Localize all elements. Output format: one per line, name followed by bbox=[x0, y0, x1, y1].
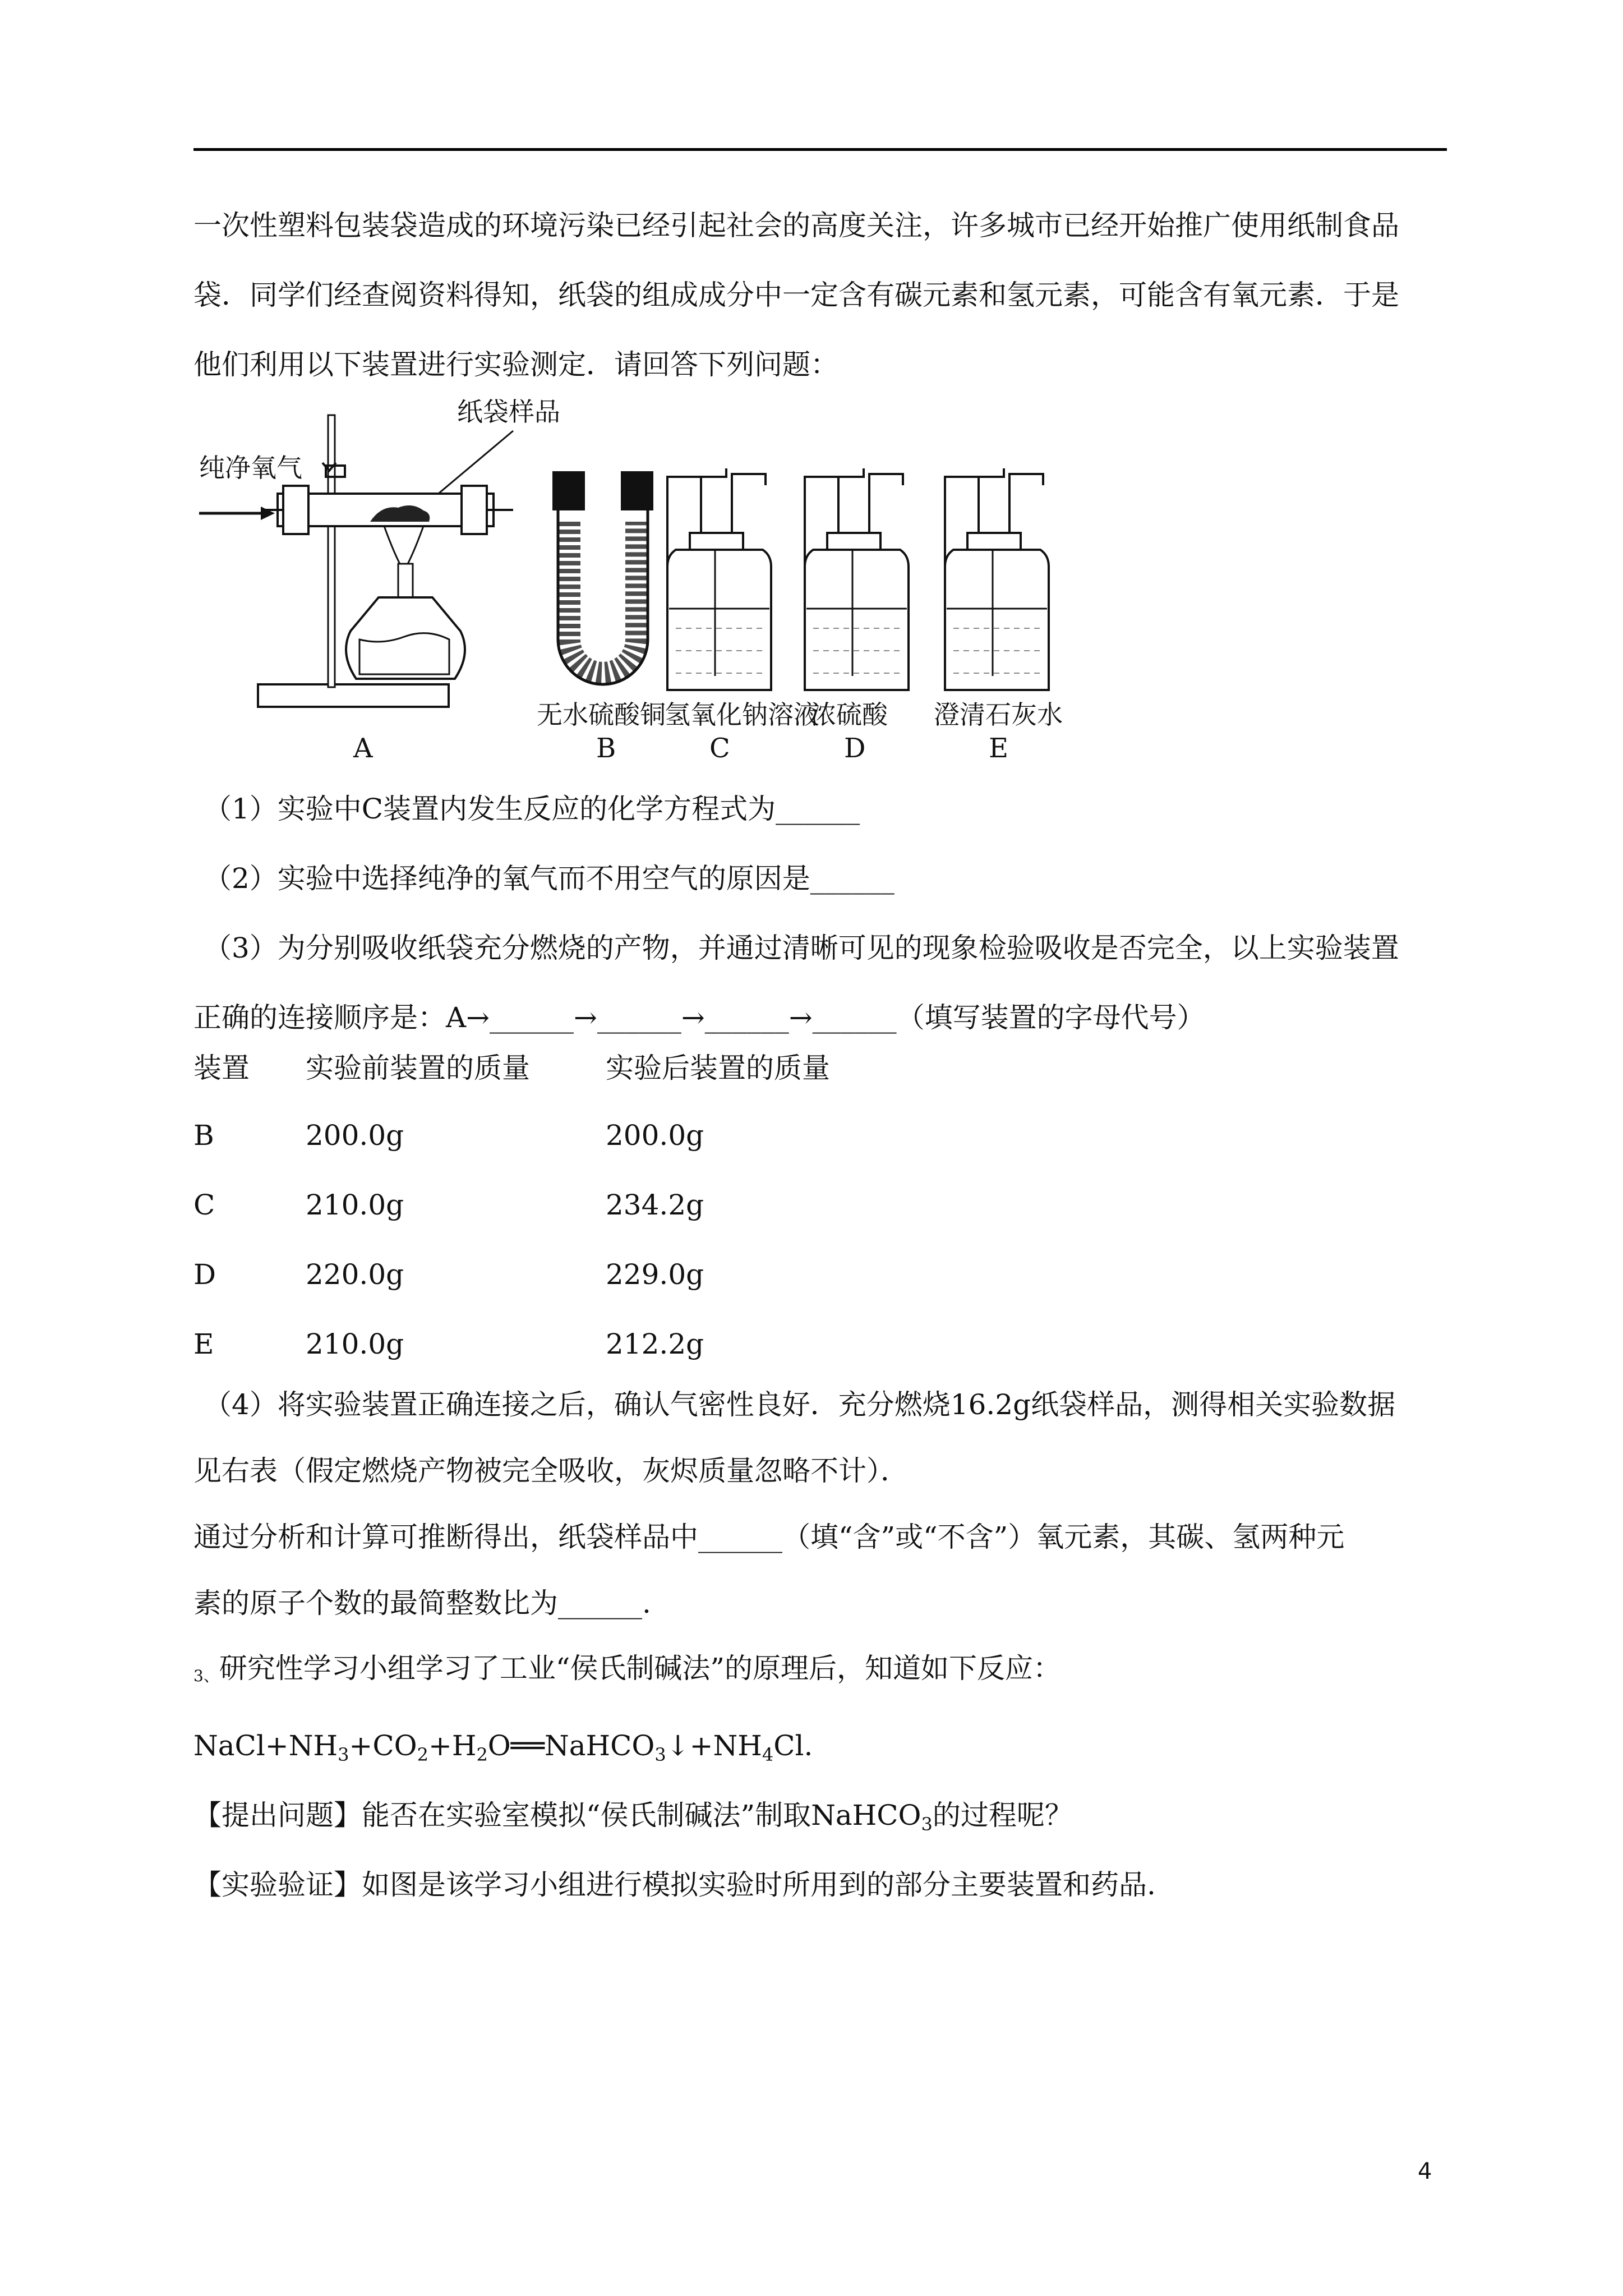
table-cell: 220.0g bbox=[306, 1258, 404, 1291]
stand-base bbox=[258, 684, 449, 707]
caption-c: 氢氧化钠溶液 bbox=[665, 700, 819, 730]
caption-b: 无水硫酸铜 bbox=[537, 700, 666, 730]
chemical-equation: $NaCl+NH_3+CO_2+H_2O══NaHCO_3↓+NH_4Cl$. bbox=[193, 1729, 813, 1765]
apparatus-e bbox=[934, 468, 1063, 763]
letter-c: C bbox=[709, 733, 730, 763]
apparatus-b bbox=[537, 471, 666, 763]
table-header-row bbox=[193, 1031, 886, 1101]
wash-bottle-e bbox=[945, 550, 1049, 690]
u-tube-stopper-left bbox=[552, 471, 585, 510]
section-3-block bbox=[193, 1634, 1447, 1920]
verify-tag: 【实验验证】 bbox=[193, 1869, 362, 1901]
label-paper-sample: 纸袋样品 bbox=[457, 397, 560, 427]
wash-bottle-d bbox=[805, 550, 909, 690]
table-cell: 210.0g bbox=[306, 1189, 404, 1221]
table-row bbox=[193, 1170, 886, 1240]
table-cell: 210.0g bbox=[306, 1328, 404, 1360]
table-cell: 212.2g bbox=[606, 1328, 704, 1360]
intro-paragraph bbox=[193, 191, 1447, 399]
letter-b: B bbox=[596, 733, 616, 763]
apparatus-figure bbox=[193, 393, 1209, 763]
section-3-intro-line bbox=[193, 1634, 1447, 1711]
table-cell: 234.2g bbox=[606, 1189, 704, 1221]
table-cell: C bbox=[193, 1189, 215, 1221]
copper-sulfate-granules bbox=[569, 522, 637, 673]
questions-block bbox=[193, 774, 1447, 1052]
question-prompt-line: 【提出问题】能否在实验室模拟“侯氏制碱法”制取NaHCO$_3$的过程呢？ bbox=[193, 1799, 1073, 1835]
tube-stopper-right bbox=[462, 486, 487, 534]
table-header-cell: 实验前装置的质量 bbox=[306, 1052, 530, 1084]
apparatus-a bbox=[199, 397, 560, 763]
caption-e: 澄清石灰水 bbox=[934, 700, 1063, 730]
apparatus-c bbox=[665, 468, 819, 763]
table-row bbox=[193, 1309, 886, 1379]
table-header-cell: 实验后装置的质量 bbox=[606, 1052, 830, 1084]
apparatus-d bbox=[805, 468, 909, 763]
table-cell: 200.0g bbox=[306, 1119, 404, 1152]
page-number: 4 bbox=[1418, 2159, 1432, 2184]
question-4-line-2: 见右表（假定燃烧产物被完全吸收，灰烬质量忽略不计）． bbox=[193, 1455, 909, 1487]
table-cell: E bbox=[193, 1328, 214, 1360]
table-row bbox=[193, 1101, 886, 1170]
header-rule bbox=[193, 148, 1447, 151]
intro-line-1: 一次性塑料包装袋造成的环境污染已经引起社会的高度关注，许多城市已经开始推广使用纸制食品 bbox=[193, 209, 1399, 242]
letter-e: E bbox=[989, 733, 1009, 763]
table-header-cell: 装置 bbox=[193, 1052, 250, 1084]
table-cell: 200.0g bbox=[606, 1119, 704, 1152]
u-tube-stopper-right bbox=[621, 471, 653, 510]
caption-d: 浓硫酸 bbox=[810, 700, 888, 730]
question-4-block bbox=[193, 1372, 1447, 1636]
intro-line-3: 他们利用以下装置进行实验测定．请回答下列问题： bbox=[193, 348, 838, 381]
question-3-line-1: （3）为分别吸收纸袋充分燃烧的产物，并通过清晰可见的现象检验吸收是否完全，以上实验装置 bbox=[204, 932, 1399, 964]
table-cell: D bbox=[193, 1258, 216, 1291]
question-4-line-3: 通过分析和计算可推断得出，纸袋样品中______（填“含”或“不含”）氧元素，其碳、氢两种元 bbox=[193, 1521, 1345, 1553]
intro-line-2: 袋．同学们经查阅资料得知，纸袋的组成成分中一定含有碳元素和氢元素，可能含有氧元素．于是 bbox=[193, 279, 1399, 311]
letter-d: D bbox=[844, 733, 866, 763]
section-3-intro: 研究性学习小组学习了工业“侯氏制碱法”的原理后，知道如下反应： bbox=[219, 1652, 1061, 1685]
wash-bottle-c bbox=[667, 550, 771, 690]
mass-data-table bbox=[193, 1031, 886, 1379]
question-4-line-1: （4）将实验装置正确连接之后，确认气密性良好．充分燃烧16.2g纸袋样品，测得相关实验数据 bbox=[204, 1388, 1396, 1421]
table-cell: 229.0g bbox=[606, 1258, 704, 1291]
question-2: （2）实验中选择纯净的氧气而不用空气的原因是______ bbox=[204, 862, 895, 895]
question-4-line-4: 素的原子个数的最简整数比为______. bbox=[193, 1587, 651, 1619]
question-1: （1）实验中C装置内发生反应的化学方程式为______ bbox=[204, 793, 860, 825]
lamp-wick bbox=[398, 564, 413, 597]
letter-a: A bbox=[353, 733, 373, 763]
section-3-number: 3、 bbox=[193, 1667, 219, 1685]
stand-rod bbox=[328, 415, 335, 687]
question-tag: 【提出问题】 bbox=[193, 1799, 362, 1832]
verify-line: 【实验验证】如图是该学习小组进行模拟实验时所用到的部分主要装置和药品. bbox=[193, 1869, 1156, 1901]
arrow-head-icon bbox=[261, 507, 275, 520]
table-row bbox=[193, 1240, 886, 1309]
question-3-line-2: 正确的连接顺序是：A→______→______→______→______（填写装置的字母代号） bbox=[193, 1001, 1205, 1034]
tube-stopper-left bbox=[283, 486, 308, 534]
table-cell: B bbox=[193, 1119, 214, 1152]
label-pure-oxygen: 纯净氧气 bbox=[199, 453, 302, 483]
